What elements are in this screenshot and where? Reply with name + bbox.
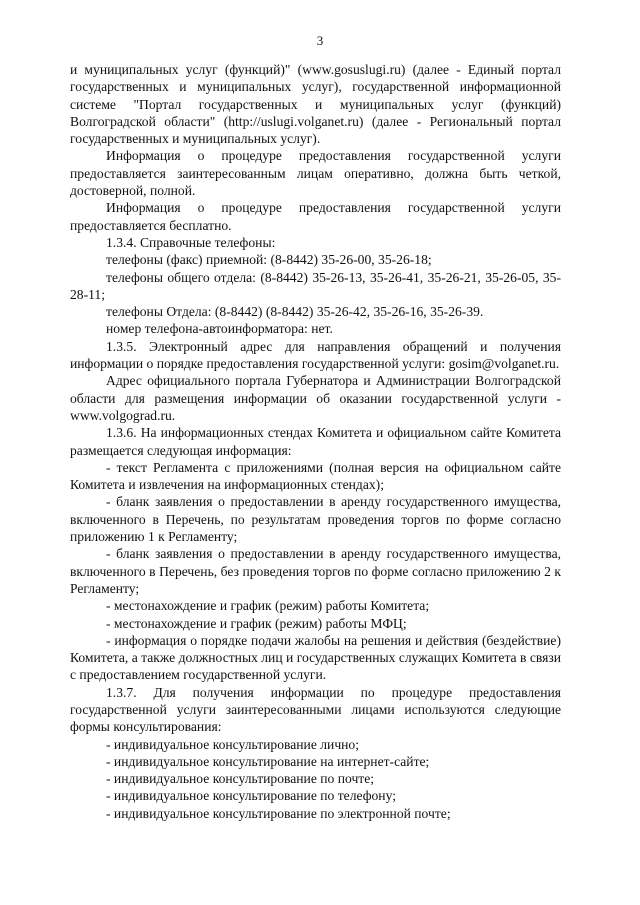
paragraph-info-free: Информация о процедуре предоставления государственной услуги предоставляется бесплатно.	[70, 200, 561, 233]
paragraph-phones-department: телефоны Отдела: (8-8442) (8-8442) 35-26-42, 35-26-16, 35-26-39.	[106, 304, 484, 320]
paragraph-portal-address: Адрес официального портала Губернатора и Администрации Волгоградской области для размещения информации об оказании государственной услуги - www.volgograd.ru.	[70, 373, 561, 423]
list-item-form-auction: - бланк заявления о предоставлении в аренду государственного имущества, включенного в Перечень, по результатам проведения торгов по форме согласно приложению 1 к Регламенту;	[70, 494, 561, 545]
paragraph-consulting-heading: 1.3.7. Для получения информации по процедуре предоставления государственной услуги заинтересованными лицами используются следующие формы консультирования:	[70, 684, 561, 735]
paragraph-info-provided: Информация о процедуре предоставления государственной услуги предоставляется заинтересованным лицам оперативно, должна быть четкой, достоверной, полной.	[70, 148, 561, 199]
paragraph-phones-heading: 1.3.4. Справочные телефоны:	[106, 234, 276, 250]
paragraph-email: 1.3.5. Электронный адрес для направления обращений и получения информации о порядке предоставления государственной услуги: gosim@volganet.ru.	[70, 338, 561, 372]
list-item-form-no-auction: - бланк заявления о предоставлении в аренду государственного имущества, включенного в Перечень, без проведения торгов по форме согласно приложению 2 к Регламенту;	[70, 546, 561, 596]
list-item-consult-phone: - индивидуальное консультирование по телефону;	[106, 788, 396, 804]
paragraph-stands-heading: 1.3.6. На информационных стендах Комитета и официальном сайте Комитета размещается следующая информация:	[70, 425, 561, 458]
paragraph-phones-general: телефоны общего отдела: (8-8442) 35-26-13, 35-26-41, 35-26-21, 35-26-05, 35-28-11;	[70, 269, 561, 302]
list-item-mfc-schedule: - местонахождение и график (режим) работы МФЦ;	[106, 615, 407, 631]
list-item-consult-mail: - индивидуальное консультирование по почте;	[106, 771, 375, 787]
list-item-consult-email: - индивидуальное консультирование по электронной почте;	[106, 805, 451, 821]
paragraph-portal-continuation: и муниципальных услуг (функций)" (www.gosuslugi.ru) (далее - Единый портал государственных и муниципальных услуг), государственной информационной системе "Портал государственных и муниципальных услуг (функций) Волгоградской области" (http://uslugi.volganet.ru) (далее - Региональный портал государственных и муниципальных услуг).	[70, 62, 561, 147]
page-number: 3	[316, 33, 324, 48]
document-body	[70, 61, 561, 822]
list-item-consult-in-person: - индивидуальное консультирование лично;	[106, 736, 360, 752]
list-item-complaint-procedure: - информация о порядке подачи жалобы на решения и действия (бездействие) Комитета, а также должностных лиц и государственных служащих Комитета в связи с предоставлением государственной услуги.	[70, 632, 561, 683]
list-item-committee-schedule: - местонахождение и график (режим) работы Комитета;	[106, 598, 430, 614]
paragraph-phones-reception: телефоны (факс) приемной: (8-8442) 35-26-00, 35-26-18;	[106, 252, 432, 268]
list-item-regulation-text: - текст Регламента с приложениями (полная версия на официальном сайте Комитета и извлечения на информационных стендах);	[70, 459, 561, 493]
list-item-consult-website: - индивидуальное консультирование на интернет-сайте;	[106, 753, 430, 769]
paragraph-phones-autoinformer: номер телефона-автоинформатора: нет.	[106, 321, 333, 337]
